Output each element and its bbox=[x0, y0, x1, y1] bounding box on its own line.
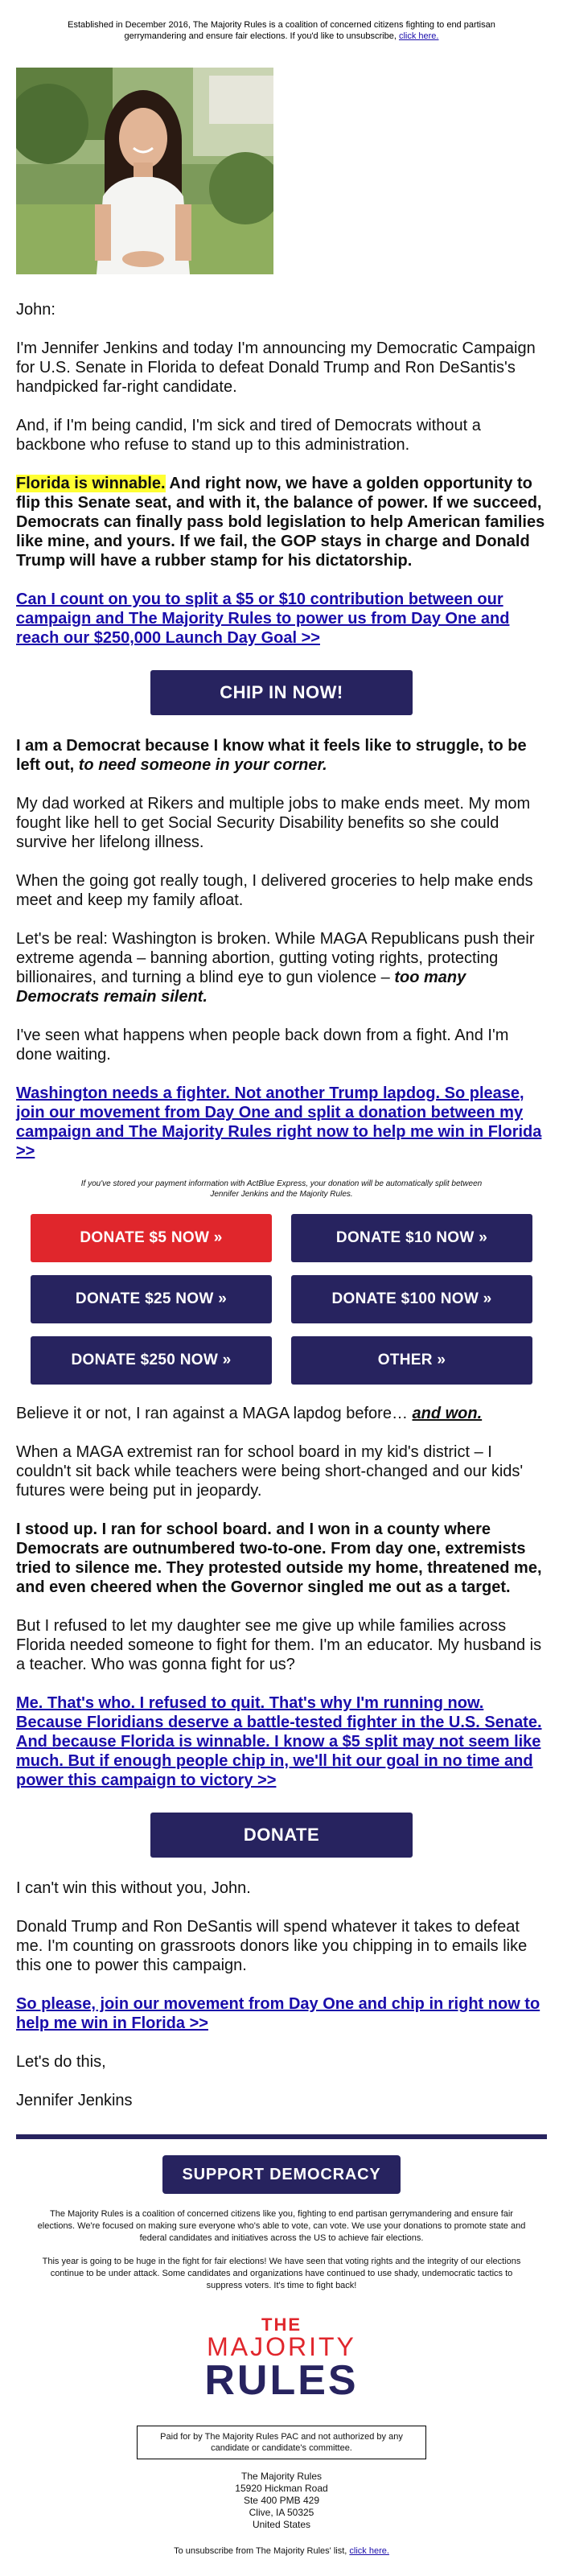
donate-250-button[interactable]: DONATE $250 NOW » bbox=[31, 1336, 272, 1385]
paragraph-dad: My dad worked at Rikers and multiple jobs to make ends meet. My mom fought like hell to get Social Security Disability benefits so she could survive her lifelong illness. bbox=[16, 795, 531, 851]
donate-other-button[interactable]: OTHER » bbox=[291, 1336, 532, 1385]
paragraph-groceries: When the going got really tough, I delivered groceries to help make ends meet and keep my family afloat. bbox=[16, 872, 533, 909]
address-line: Ste 400 PMB 429 bbox=[243, 2495, 320, 2506]
support-democracy-button[interactable]: SUPPORT DEMOCRACY bbox=[162, 2155, 401, 2194]
paragraph-cant-win: I can't win this without you, John. bbox=[16, 1879, 251, 1897]
address-line: The Majority Rules bbox=[240, 2471, 323, 2482]
paragraph-democrat-bold: I am a Democrat because I know what it feels like to struggle, to be left out, bbox=[16, 737, 527, 774]
logo-the: THE bbox=[261, 2315, 302, 2335]
link-paragraph-fighter bbox=[16, 1084, 547, 1161]
paragraph-democrat bbox=[16, 736, 547, 775]
paragraph-ran-before-text: Believe it or not, I ran against a MAGA lapdog before… bbox=[16, 1405, 408, 1422]
preheader-unsubscribe-link[interactable]: click here. bbox=[398, 31, 439, 41]
greeting: John: bbox=[16, 301, 55, 319]
unsubscribe-link[interactable]: click here. bbox=[349, 2546, 389, 2556]
paid-for-box: Paid for by The Majority Rules PAC and not authorized by any candidate or candidate's committee. bbox=[137, 2426, 426, 2459]
paragraph-grassroots: Donald Trump and Ron DeSantis will spend whatever it takes to defeat me. I'm counting on grassroots donors like you chipping in to emails like this one to power this campaign. bbox=[16, 1918, 528, 1974]
link-paragraph-thats-who bbox=[16, 1693, 547, 1790]
preheader-text: Established in December 2016, The Majority Rules is a coalition of concerned citizens fighting to end partisan gerrymandering and ensure fair elections. If you'd like to unsubscribe, bbox=[68, 20, 495, 41]
split-contribution-link[interactable]: Can I count on you to split a $5 or $10 contribution between our campaign and The Majority Rules to power us from Day One and reach our $250,000 Launch Day Goal >> bbox=[16, 591, 510, 647]
address-line: United States bbox=[252, 2519, 311, 2530]
donate-25-button[interactable]: DONATE $25 NOW » bbox=[31, 1275, 272, 1323]
donate-5-button[interactable]: DONATE $5 NOW » bbox=[31, 1214, 272, 1262]
unsubscribe-text: To unsubscribe from The Majority Rules' list, bbox=[174, 2546, 347, 2556]
paragraph-democrat-italic: to need someone in your corner. bbox=[74, 756, 327, 774]
signoff: Let's do this, bbox=[16, 2053, 106, 2071]
logo-majority: MAJORITY bbox=[207, 2332, 356, 2361]
paragraph-refused: But I refused to let my daughter see me give up while families across Florida needed someone to fight for them. I'm an educator. My husband is a teacher. Who was gonna fight for us? bbox=[16, 1617, 542, 1673]
paragraph-washington bbox=[16, 929, 547, 1006]
paragraph-intro: I'm Jennifer Jenkins and today I'm announcing my Democratic Campaign for U.S. Senate in Florida to defeat Donald Trump and Ron DeSantis's handpicked far-right candidate. bbox=[16, 339, 536, 396]
paragraph-stood-up: I stood up. I ran for school board. and I won in a county where Democrats are outnumbered two-to-one. From day one, extremists tried to silence me. They protested outside my home, threatened me, and even cheered when the Governor singled me out as a target. bbox=[16, 1520, 542, 1596]
paragraph-winnable bbox=[16, 474, 547, 570]
signature: Jennifer Jenkins bbox=[16, 2092, 133, 2109]
actblue-note: If you've stored your payment information with ActBlue Express, your donation will be automatically split between Jennifer Jenkins and the Majority Rules. bbox=[80, 1179, 483, 1199]
mailing-address bbox=[16, 2471, 547, 2531]
donate-grid bbox=[16, 1214, 547, 1385]
address-line: 15920 Hickman Road bbox=[235, 2483, 328, 2494]
join-movement-link[interactable]: Washington needs a fighter. Not another Trump lapdog. So please, join our movement from Day One and split a donation between my campaign and The Majority Rules right now to help me win in Florida >> bbox=[16, 1084, 542, 1160]
address-line: Clive, IA 50325 bbox=[249, 2507, 314, 2518]
paragraph-washington-text: Let's be real: Washington is broken. While MAGA Republicans push their extreme agenda – banning abortion, gutting voting rights, protecting billionaires, and turning a blind eye to gun violence – bbox=[16, 930, 535, 986]
preheader bbox=[16, 0, 547, 42]
donate-10-button[interactable]: DONATE $10 NOW » bbox=[291, 1214, 532, 1262]
logo-rules: RULES bbox=[204, 2357, 359, 2404]
donate-button[interactable]: DONATE bbox=[150, 1813, 413, 1858]
footer-year: This year is going to be huge in the fight for fair elections! We have seen that voting rights and the integrity of our elections continue to be under attack. Some candidates and organizations have continued to use shady, undemocratic tactics to suppress voters. It's time to fight back! bbox=[42, 2257, 521, 2290]
link-paragraph-join bbox=[16, 1994, 547, 2033]
link-paragraph-split-contribution bbox=[16, 590, 547, 648]
footer-about: The Majority Rules is a coalition of concerned citizens like you, fighting to end partisan gerrymandering and ensure fair elections. We're focused on making sure everyone who's able to vote, can vote. We use your donations to promote state and federal candidates and initiatives across the US to achieve fair elections. bbox=[37, 2209, 526, 2243]
hero-photo-image bbox=[16, 68, 273, 274]
paragraph-washington-italic: too many Democrats remain silent. bbox=[16, 969, 466, 1006]
paragraph-done-waiting: I've seen what happens when people back down from a fight. And I'm done waiting. bbox=[16, 1027, 509, 1064]
donate-100-button[interactable]: DONATE $100 NOW » bbox=[291, 1275, 532, 1323]
paragraph-ran-before bbox=[16, 1404, 547, 1423]
highlight-florida-winnable: Florida is winnable. bbox=[16, 475, 166, 492]
paragraph-winnable-rest: And right now, we have a golden opportunity to flip this Senate seat, and with it, the balance of power. If we succeed, Democrats can finally pass bold legislation to help American families like mine, and yours. If we fail, the GOP stays in charge and Donald Trump will have a rubber stamp for his dictatorship. bbox=[16, 475, 545, 570]
chip-in-link[interactable]: So please, join our movement from Day One and chip in right now to help me win in Florida >> bbox=[16, 1995, 540, 2032]
majority-rules-logo bbox=[16, 2315, 547, 2404]
paragraph-candid: And, if I'm being candid, I'm sick and tired of Democrats without a backbone who refuse to stand up to this administration. bbox=[16, 417, 481, 454]
power-campaign-link[interactable]: Me. That's who. I refused to quit. That's why I'm running now. Because Floridians deserve a battle-tested fighter in the U.S. Senate. And because Florida is winnable. I know a $5 split may not seem like much. But if enough people chip in, we'll hit our goal in no time and power this campaign to victory >> bbox=[16, 1694, 542, 1789]
footer-unsubscribe bbox=[16, 2545, 547, 2573]
paragraph-ran-before-emph: and won. bbox=[412, 1405, 483, 1422]
paragraph-school-board: When a MAGA extremist ran for school board in my kid's district – I couldn't sit back while teachers were being short-changed and our kids' futures were being put in jeopardy. bbox=[16, 1443, 524, 1500]
hero-photo bbox=[16, 68, 273, 274]
chip-in-now-button[interactable]: CHIP IN NOW! bbox=[150, 670, 413, 715]
